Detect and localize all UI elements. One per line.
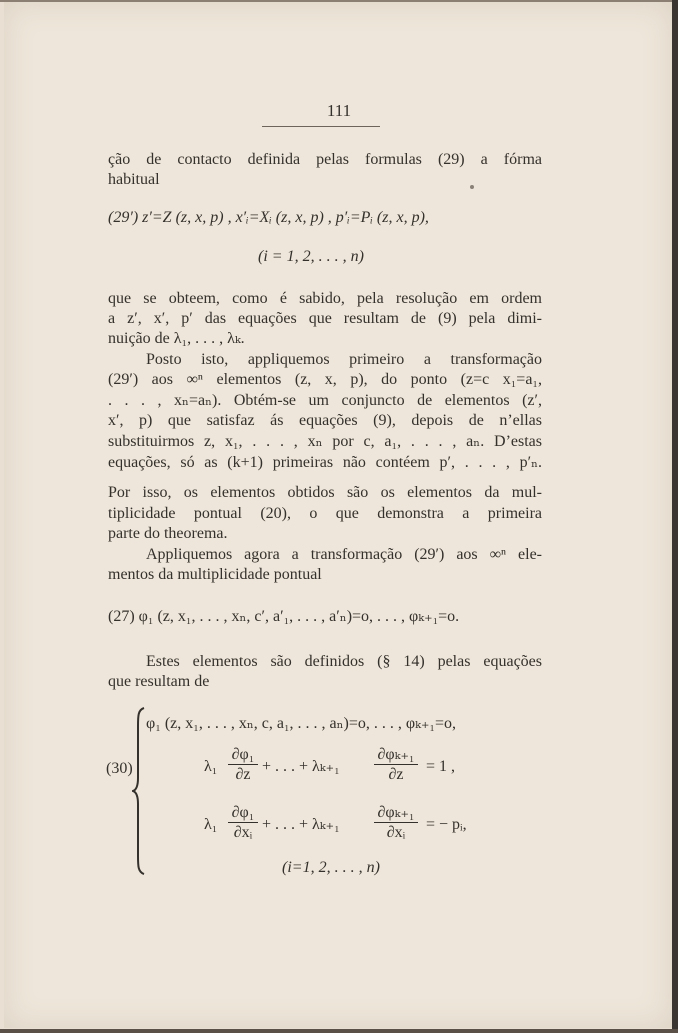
sum-middle: + . . . + λₖ₊₁ bbox=[262, 758, 340, 775]
equation-rhs: = − pᵢ, bbox=[426, 816, 467, 833]
equation-30-label: (30) bbox=[106, 760, 133, 777]
equation-rhs: = 1 , bbox=[426, 758, 456, 775]
text-line: habitual bbox=[108, 171, 160, 188]
fraction-denominator: ∂xᵢ bbox=[386, 824, 406, 841]
fraction-numerator: ∂φ₁ bbox=[228, 804, 258, 823]
paragraph-start-line: Appliquemos agora a transformação (29′) aos ∞ⁿ ele- bbox=[146, 546, 542, 563]
system30-index: (i=1, 2, . . . , n) bbox=[282, 859, 380, 876]
lambda-1: λ₁ bbox=[204, 816, 218, 833]
left-brace bbox=[132, 706, 146, 876]
fraction-numerator: ∂φ₁ bbox=[228, 746, 258, 765]
equation-29-prime-index: (i = 1, 2, . . . , n) bbox=[258, 248, 364, 265]
paragraph-start-line: Estes elementos são definidos (§ 14) pelas equações bbox=[146, 653, 542, 670]
text-line: parte do theorema. bbox=[108, 525, 228, 542]
fraction-numerator: ∂φₖ₊₁ bbox=[374, 746, 418, 765]
text-line: x′, p) que satisfaz ás equações (9), depois de n’ellas bbox=[108, 412, 542, 429]
text-line: tiplicidade pontual (20), o que demonstra a primeira bbox=[108, 505, 542, 522]
sum-middle: + . . . + λₖ₊₁ bbox=[262, 816, 340, 833]
system30-row1: φ₁ (z, x₁, . . . , xₙ, c, a₁, . . . , aₙ)=o, . . . , φₖ₊₁=o, bbox=[146, 715, 457, 732]
page-edge-top bbox=[0, 0, 678, 2]
paragraph-start-line: Posto isto, appliquemos primeiro a transformação bbox=[146, 351, 542, 368]
text-line: que se obteem, como é sabido, pela resolução em ordem bbox=[108, 290, 542, 307]
page-edge-bottom bbox=[0, 1029, 678, 1033]
text-line: . . . , xₙ=aₙ). Obtém-se um conjuncto de elementos (z′, bbox=[108, 392, 542, 409]
lambda-1: λ₁ bbox=[204, 758, 218, 775]
text-line: equações, só as (k+1) primeiras não contéem p′, . . . , p′ₙ. bbox=[108, 454, 542, 471]
text-line: a z′, x′, p′ das equações que resultam de (9) pela dimi- bbox=[108, 310, 542, 327]
page-edge-right bbox=[672, 0, 678, 1033]
text-line: nuição de λ₁, . . . , λₖ. bbox=[108, 330, 245, 347]
equation-29-prime: (29′) z′=Z (z, x, p) , x′ᵢ=Xᵢ (z, x, p) , p′ᵢ=Pᵢ (z, x, p), bbox=[108, 209, 429, 226]
text-line: (29′) aos ∞ⁿ elementos (z, x, p), do ponto (z=c x₁=a₁, bbox=[108, 371, 542, 388]
ink-speck bbox=[470, 185, 474, 189]
fraction-numerator: ∂φₖ₊₁ bbox=[374, 804, 418, 823]
text-line: substituirmos z, x₁, . . . , xₙ por c, a₁, . . . , aₙ. D’estas bbox=[108, 433, 542, 450]
text-line: que resultam de bbox=[108, 673, 210, 690]
page-number: 111 bbox=[326, 101, 352, 120]
text-line: mentos da multiplicidade pontual bbox=[108, 566, 322, 583]
text-line: ção de contacto definida pelas formulas (29) a fórma bbox=[108, 151, 542, 168]
fraction-denominator: ∂xᵢ bbox=[233, 824, 253, 841]
equation-27: (27) φ₁ (z, x₁, . . . , xₙ, c′, a′₁, . . . , a′ₙ)=o, . . . , φₖ₊₁=o. bbox=[108, 608, 460, 625]
fraction-denominator: ∂z bbox=[235, 766, 251, 783]
text-line: Por isso, os elementos obtidos são os elementos da mul- bbox=[108, 484, 542, 501]
header-rule bbox=[262, 126, 380, 127]
fraction-denominator: ∂z bbox=[388, 766, 404, 783]
